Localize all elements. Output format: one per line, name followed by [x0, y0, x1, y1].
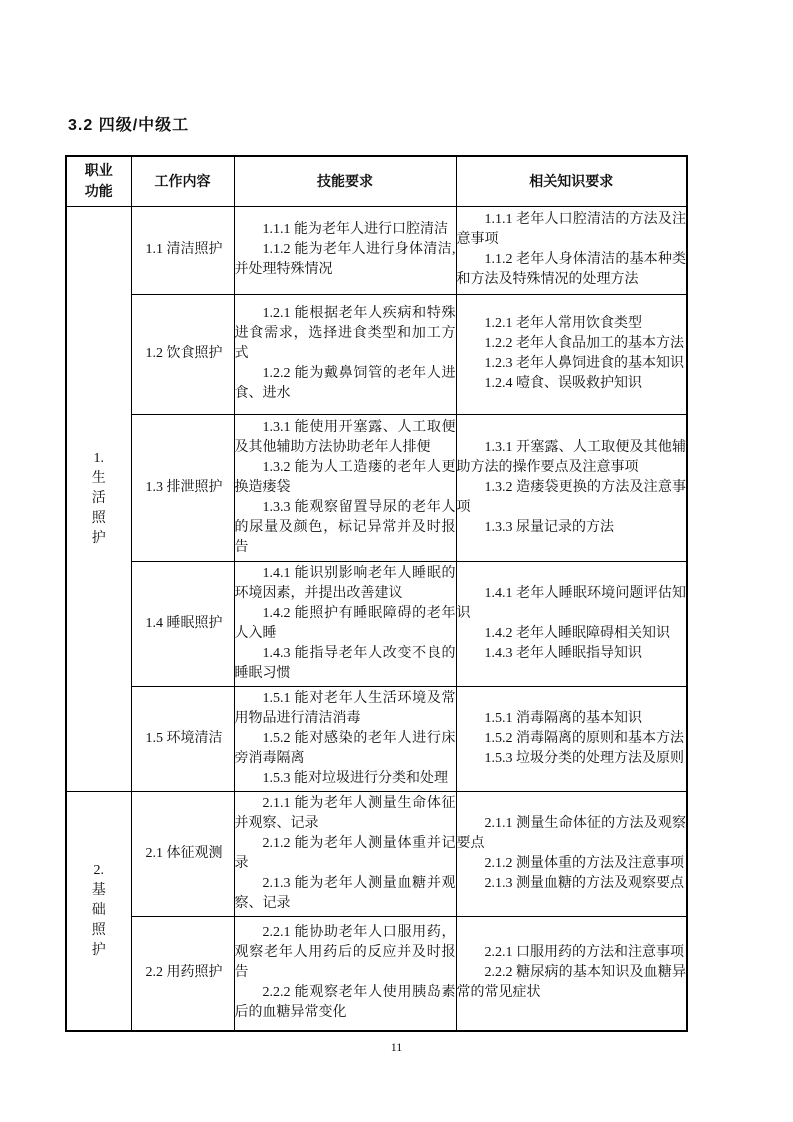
knowledge-cell — [456, 791, 687, 916]
header-skills: 技能要求 — [234, 156, 456, 206]
function-char: 2. — [93, 862, 104, 878]
work-label: 1.1 清洁照护 — [145, 242, 223, 257]
knowledge-item: 1.4.2 老年人睡眠障碍相关知识 — [484, 625, 670, 641]
knowledge-cell — [456, 294, 687, 414]
skills-cell — [234, 414, 456, 561]
work-label: 1.2 饮食照护 — [145, 346, 223, 361]
function-char: 基 — [91, 882, 106, 898]
skill-item: 1.5.1 能对老年人生活环境及常用物品进行清洁消毒 — [234, 690, 456, 726]
knowledge-cell — [456, 414, 687, 561]
table-row — [66, 414, 687, 561]
work-cell — [131, 414, 234, 561]
work-cell — [131, 916, 234, 1031]
knowledge-item: 1.5.1 消毒隔离的基本知识 — [484, 710, 642, 726]
function-char: 础 — [91, 902, 106, 918]
knowledge-item: 1.2.3 老年人鼻饲进食的基本知识 — [484, 356, 684, 371]
function-char: 1. — [93, 450, 104, 466]
skill-item: 1.3.3 能观察留置导尿的老年人的尿量及颜色，标记异常并及时报告 — [234, 499, 456, 555]
work-cell — [131, 561, 234, 686]
work-label: 1.3 排泄照护 — [145, 479, 223, 495]
skill-item: 1.1.2 能为老年人进行身体清洁,并处理特殊情况 — [234, 242, 456, 277]
header-function-line2: 功能 — [84, 183, 113, 200]
table-row — [66, 791, 687, 916]
skill-item: 1.1.1 能为老年人进行口腔清洁 — [262, 222, 448, 237]
skill-item: 1.5.3 能对垃圾进行分类和处理 — [262, 770, 448, 786]
knowledge-item: 1.2.4 噎食、误吸救护知识 — [484, 376, 642, 391]
skill-item: 2.1.3 能为老年人测量血糖并观察、记录 — [234, 875, 456, 911]
table-row — [66, 686, 687, 791]
work-label: 2.2 用药照护 — [145, 965, 223, 981]
knowledge-item: 1.5.2 消毒隔离的原则和基本方法 — [484, 730, 684, 746]
knowledge-cell — [456, 206, 687, 294]
work-label: 1.5 环境清洁 — [145, 730, 223, 746]
knowledge-item: 1.2.2 老年人食品加工的基本方法 — [484, 336, 684, 351]
knowledge-item: 2.2.2 糖尿病的基本知识及血糖异常的常见症状 — [456, 965, 686, 1001]
function-char: 活 — [91, 490, 106, 506]
skill-item: 2.2.2 能观察老年人使用胰岛素后的血糖异常变化 — [234, 985, 456, 1021]
skill-item: 2.1.2 能为老年人测量体重并记录 — [234, 835, 456, 871]
table-header-row — [66, 156, 687, 206]
header-function — [66, 156, 131, 206]
skill-item: 2.1.1 能为老年人测量生命体征并观察、记录 — [234, 795, 456, 831]
work-label: 1.4 睡眠照护 — [145, 615, 223, 631]
skill-item: 1.2.2 能为戴鼻饲管的老年人进食、进水 — [234, 366, 456, 401]
knowledge-item: 1.3.2 造瘘袋更换的方法及注意事项 — [456, 479, 686, 515]
work-cell — [131, 686, 234, 791]
work-cell — [131, 294, 234, 414]
skill-item: 1.4.3 能指导老年人改变不良的睡眠习惯 — [234, 645, 456, 681]
table-row — [66, 294, 687, 414]
skill-item: 1.3.1 能使用开塞露、人工取便及其他辅助方法协助老年人排便 — [234, 419, 456, 455]
work-cell — [131, 791, 234, 916]
section-title: 3.2 四级/中级工 — [68, 117, 190, 134]
knowledge-item: 1.3.1 开塞露、人工取便及其他辅助方法的操作要点及注意事项 — [456, 439, 686, 475]
skill-standard-table — [65, 155, 688, 1032]
knowledge-cell — [456, 686, 687, 791]
function-char: 生 — [91, 470, 106, 486]
work-label: 2.1 体征观测 — [145, 845, 223, 861]
page-number: 11 — [390, 1040, 403, 1054]
knowledge-item: 1.2.1 老年人常用饮食类型 — [484, 316, 642, 331]
table-row — [66, 916, 687, 1031]
skills-cell — [234, 294, 456, 414]
header-function-line1: 职业 — [84, 162, 113, 179]
function-cell-1 — [66, 206, 131, 791]
skills-cell — [234, 916, 456, 1031]
skill-item: 2.2.1 能协助老年人口服用药，观察老年人用药后的反应并及时报告 — [234, 925, 456, 981]
function-cell-2 — [66, 791, 131, 1031]
knowledge-item: 1.1.1 老年人口腔清洁的方法及注意事项 — [456, 212, 686, 247]
skills-cell — [234, 791, 456, 916]
knowledge-item: 2.1.2 测量体重的方法及注意事项 — [484, 855, 684, 871]
table-row — [66, 561, 687, 686]
knowledge-item: 1.5.3 垃圾分类的处理方法及原则 — [484, 750, 684, 766]
skill-item: 1.4.1 能识别影响老年人睡眠的环境因素，并提出改善建议 — [234, 565, 456, 601]
skills-cell — [234, 686, 456, 791]
function-char: 照 — [91, 510, 106, 526]
knowledge-cell — [456, 561, 687, 686]
knowledge-item: 1.4.3 老年人睡眠指导知识 — [484, 645, 642, 661]
work-cell — [131, 206, 234, 294]
function-char: 照 — [91, 922, 106, 938]
skills-cell — [234, 561, 456, 686]
function-char: 护 — [91, 530, 106, 546]
knowledge-item: 1.1.2 老年人身体清洁的基本种类和方法及特殊情况的处理方法 — [456, 252, 686, 287]
knowledge-cell — [456, 916, 687, 1031]
function-char: 护 — [91, 942, 106, 958]
knowledge-item: 1.4.1 老年人睡眠环境问题评估知识 — [456, 585, 686, 621]
skill-item: 1.5.2 能对感染的老年人进行床旁消毒隔离 — [234, 730, 456, 766]
knowledge-item: 2.1.3 测量血糖的方法及观察要点 — [484, 875, 684, 891]
knowledge-item: 2.2.1 口服用药的方法和注意事项 — [484, 945, 684, 961]
header-work: 工作内容 — [131, 156, 234, 206]
skill-item: 1.4.2 能照护有睡眠障碍的老年人入睡 — [234, 605, 456, 641]
skills-cell — [234, 206, 456, 294]
header-knowledge: 相关知识要求 — [456, 156, 687, 206]
skill-item: 1.2.1 能根据老年人疾病和特殊进食需求，选择进食类型和加工方式 — [234, 306, 456, 361]
knowledge-item: 2.1.1 测量生命体征的方法及观察要点 — [456, 815, 686, 851]
skill-item: 1.3.2 能为人工造瘘的老年人更换造瘘袋 — [234, 459, 456, 495]
knowledge-item: 1.3.3 尿量记录的方法 — [484, 519, 614, 535]
table-row — [66, 206, 687, 294]
